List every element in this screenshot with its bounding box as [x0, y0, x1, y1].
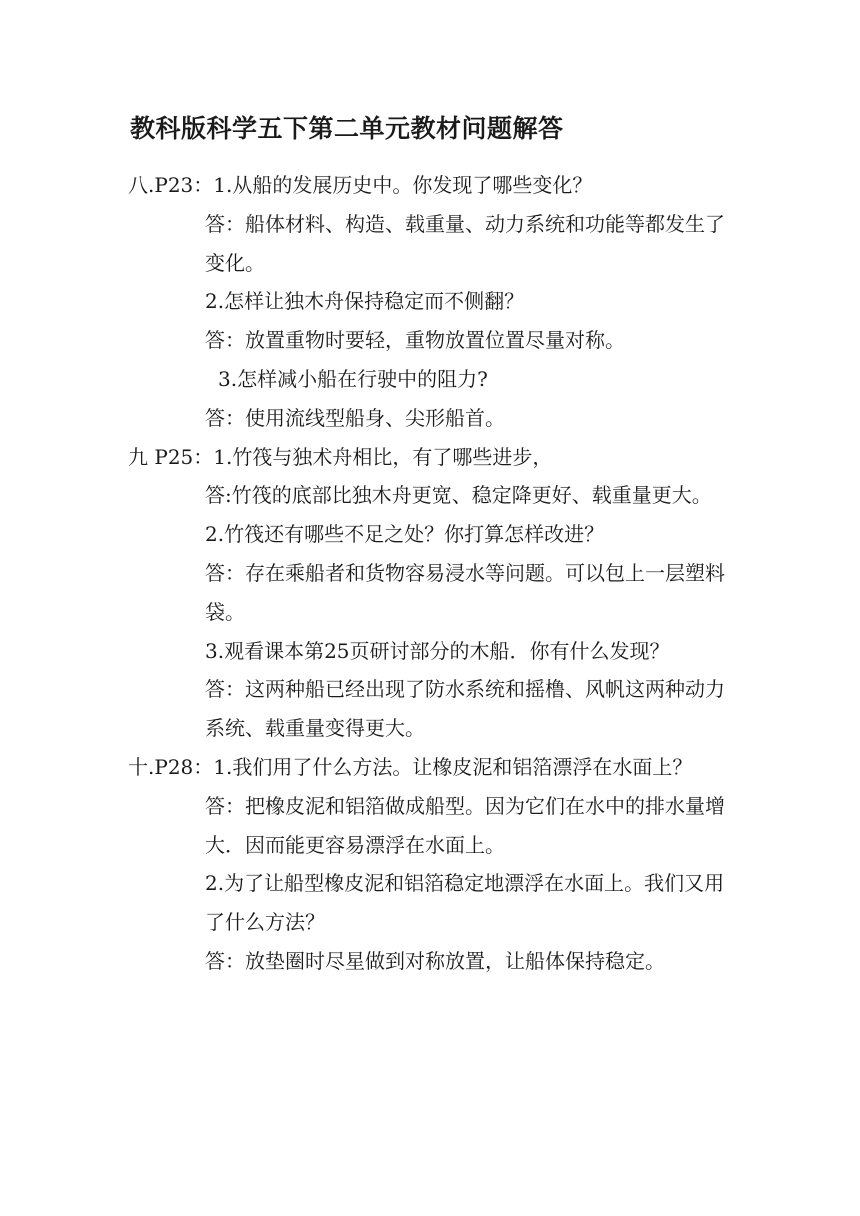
- answer-9-3: 答：这两种船已经出现了防水系统和摇橹、风帆这两种动力系统、载重量变得更大。: [205, 677, 725, 741]
- section-9-question-1: 九 P25：1.竹筏与独术舟相比，有了哪些进步，: [128, 444, 553, 469]
- answer-9-2: 答：存在乘船者和货物容易浸水等问题。可以包上一层塑料袋。: [205, 560, 725, 624]
- answer-10-2: 答：放垫圈时尽星做到对称放置，让船体保持稳定。: [205, 948, 665, 973]
- answer-8-2: 答：放置重物时要轻，重物放置位置尽量对称。: [205, 328, 625, 353]
- answer-8-1: 答：船体材料、构造、载重量、动力系统和功能等都发生了变化。: [205, 211, 725, 275]
- answer-10-1: 答：把橡皮泥和铝箔做成船型。因为它们在水中的排水量增大．因而能更容易漂浮在水面上。: [205, 793, 725, 857]
- question-8-3: 3.怎样减小船在行驶中的阻力?: [218, 366, 488, 391]
- question-10-2: 2.为了让船型橡皮泥和铝箔稳定地漂浮在水面上。我们又用了什么方法？: [205, 871, 725, 935]
- document-body: [130, 166, 730, 981]
- answer-8-3: 答：使用流线型船身、尖形船首。: [205, 405, 505, 430]
- answer-9-1: 答:竹筏的底部比独木舟更宽、稳定降更好、载重量更大。: [205, 483, 712, 508]
- question-8-2: 2.怎样让独木舟保持稳定而不侧翻？: [205, 289, 525, 314]
- document-title: 教科版科学五下第二单元教材问题解答: [130, 114, 564, 143]
- question-9-3: 3.观看课本第25页研讨部分的木船．你有什么发现？: [205, 638, 670, 663]
- question-9-2: 2.竹筏还有哪些不足之处？你打算怎样改进？: [205, 522, 605, 547]
- section-10-question-1: 十.P28：1.我们用了什么方法。让橡皮泥和铝箔漂浮在水面上？: [128, 754, 693, 779]
- section-8-question-1: 八.P23：1.从船的发展历史中。你发现了哪些变化？: [128, 173, 593, 197]
